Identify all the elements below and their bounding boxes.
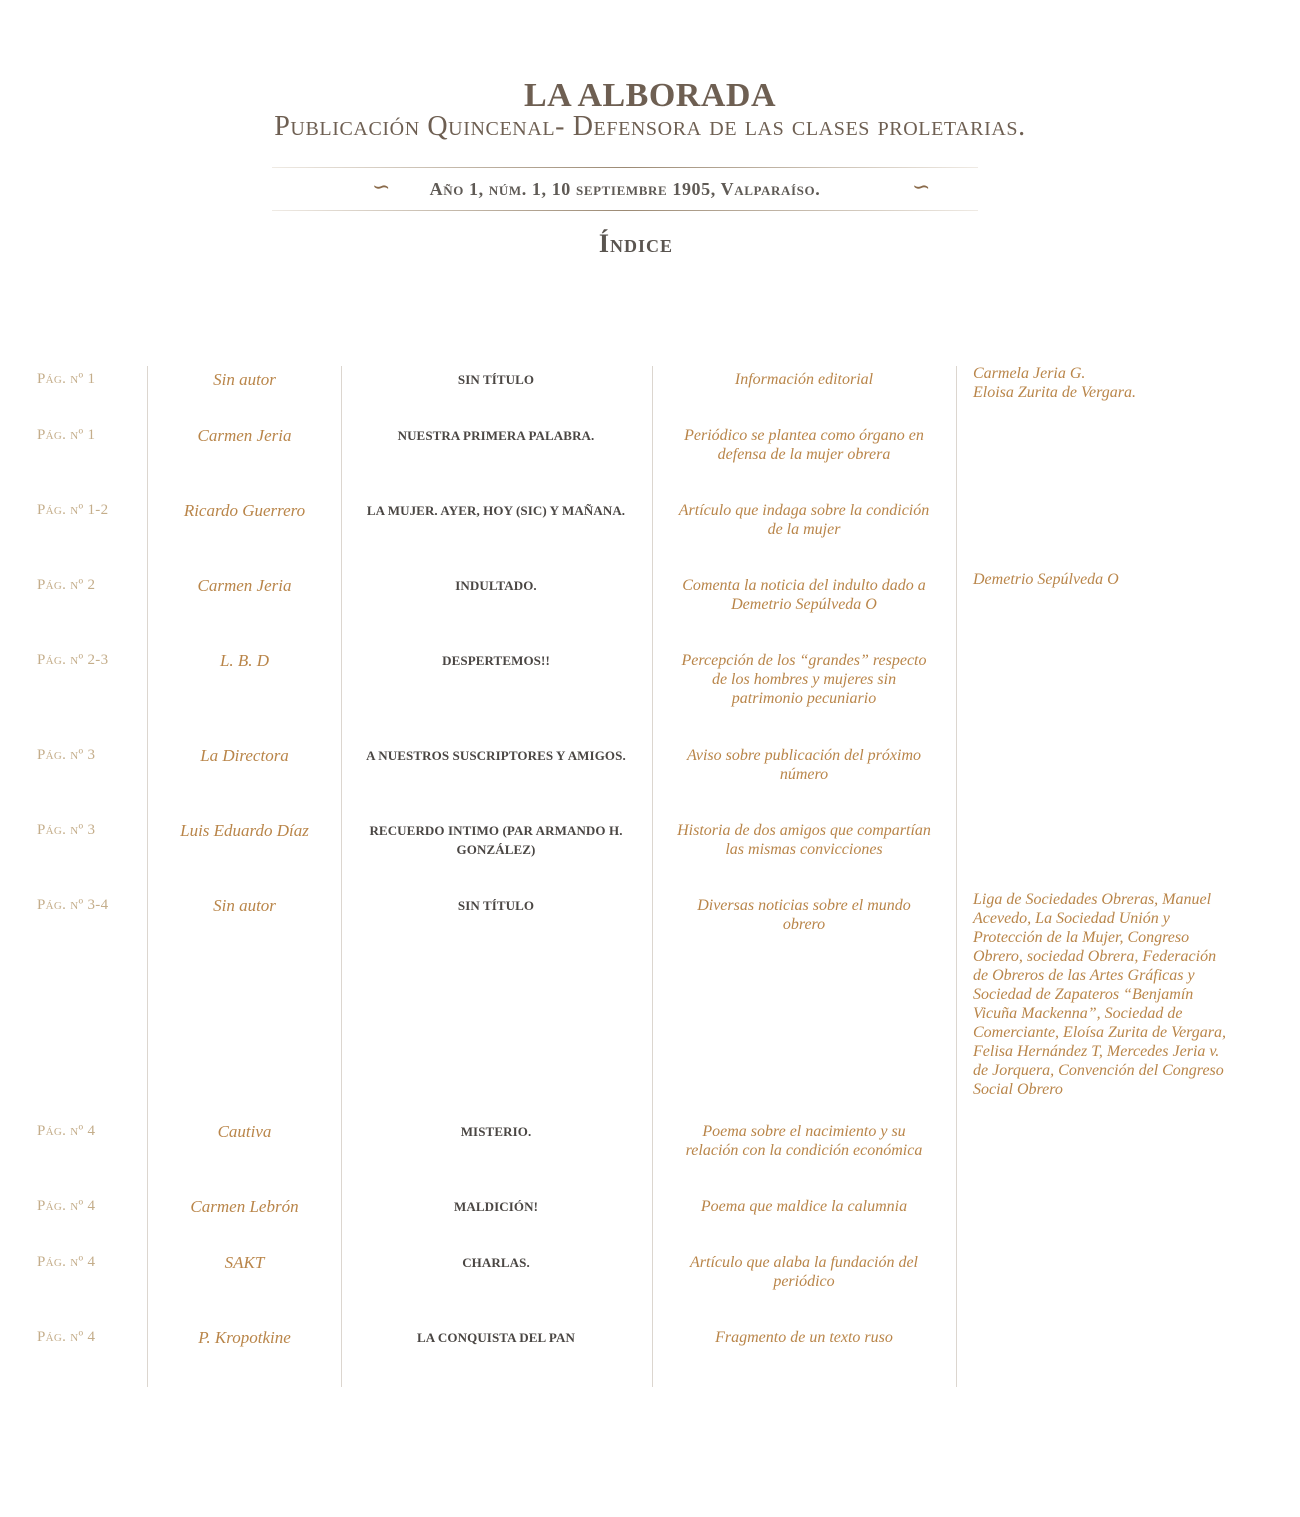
index-author: Carmen Lebrón [190,1197,299,1216]
index-article-title: INDULTADO. [455,578,537,593]
flourish-right-icon: ∽ [912,174,931,199]
index-page: Pág. nº 1-2 [37,502,109,518]
index-author: Ricardo Guerrero [183,501,306,520]
index-page: Pág. nº 3 [37,747,96,763]
index-author: Cautiva [217,1122,272,1141]
index-page: Pág. nº 1 [37,371,96,387]
index-heading: Índice [598,229,674,258]
index-description: Poema que maldice la calumnia [700,1198,908,1215]
index-page: Pág. nº 4 [37,1123,96,1139]
index-author: P. Kropotkine [198,1328,291,1347]
index-author: SAKT [224,1253,265,1272]
index-description: Artículo que alaba la fundación del periódico [690,1254,918,1290]
index-author: L. B. D [219,651,270,670]
index-description: Fragmento de un texto ruso [715,1329,893,1346]
index-mentions: Liga de Sociedades Obreras, Manuel Acevedo, La Sociedad Unión y Protección de la Mujer, Congreso Obrero, sociedad Obrera, Federación de Obreros de las Artes Gráficas y Sociedad de Zapateros “Benjamín Vicuña Mackenna”, Sociedad de Comerciante, Eloísa Zurita de Vergara, Felisa Hernández T, Mercedes Jeria v. de Jorquera, Convención del Congreso Social Obrero [973,891,1227,1098]
column-divider [341,366,342,1387]
index-article-title: DESPERTEMOS!! [442,653,550,668]
index-page: Pág. nº 3-4 [37,897,109,913]
index-page: Pág. nº 3 [37,822,96,838]
index-description: Poema sobre el nacimiento y su relación con la condición económica [685,1123,923,1159]
column-divider [652,366,653,1387]
index-description: Aviso sobre publicación del próximo número [686,747,922,783]
index-page: Pág. nº 2 [37,577,96,593]
index-description: Información editorial [734,371,874,388]
index-article-title: MALDICIÓN! [453,1199,539,1214]
index-page: Pág. nº 4 [37,1254,96,1270]
publication-title: LA ALBORADA [523,77,777,114]
index-description: Periódico se plantea como órgano en defensa de la mujer obrera [684,427,924,463]
index-author: Carmen Jeria [197,576,292,595]
index-article-title: LA CONQUISTA DEL PAN [417,1330,575,1345]
index-description: Artículo que indaga sobre la condición de la mujer [678,502,930,538]
header-rule-bottom [272,210,978,211]
flourish-left-icon: ∽ [372,174,391,199]
index-article-title: LA MUJER. AYER, HOY (SIC) Y MAÑANA. [366,503,626,518]
issue-info: Año 1, núm. 1, 10 septiembre 1905, Valparaíso. [429,179,821,199]
index-author: Sin autor [213,896,276,915]
index-page: Pág. nº 4 [37,1329,96,1345]
issue-bar [272,168,978,210]
index-page: Pág. nº 2-3 [37,652,109,668]
index-page: Pág. nº 4 [37,1198,96,1214]
index-description: Diversas noticias sobre el mundo obrero [697,897,911,933]
index-description: Percepción de los “grandes” respecto de los hombres y mujeres sin patrimonio pecuniario [681,652,927,707]
index-author: Sin autor [213,370,276,389]
index-author: La Directora [200,746,289,765]
index-article-title: RECUERDO INTIMO (PAR ARMANDO H. GONZÁLEZ) [369,823,623,857]
column-divider [956,366,957,1387]
index-description: Historia de dos amigos que compartían las mismas convicciones [677,822,931,858]
publication-subtitle: Publicación Quincenal- Defensora de las clases proletarias. [274,111,1026,142]
index-article-title: A NUESTROS SUSCRIPTORES Y AMIGOS. [366,748,626,763]
index-author: Luis Eduardo Díaz [180,821,309,840]
index-mentions: Demetrio Sepúlveda O [973,571,1119,588]
index-article-title: SIN TÍTULO [457,898,535,913]
index-article-title: CHARLAS. [462,1255,530,1270]
index-article-title: SIN TÍTULO [457,372,535,387]
index-page: Pág. nº 1 [37,427,96,443]
index-article-title: MISTERIO. [460,1124,532,1139]
index-description: Comenta la noticia del indulto dado a Demetrio Sepúlveda O [682,577,926,613]
index-author: Carmen Jeria [197,426,292,445]
index-article-title: NUESTRA PRIMERA PALABRA. [397,428,595,443]
index-mentions: Carmela Jeria G. Eloisa Zurita de Vergara. [973,365,1136,401]
